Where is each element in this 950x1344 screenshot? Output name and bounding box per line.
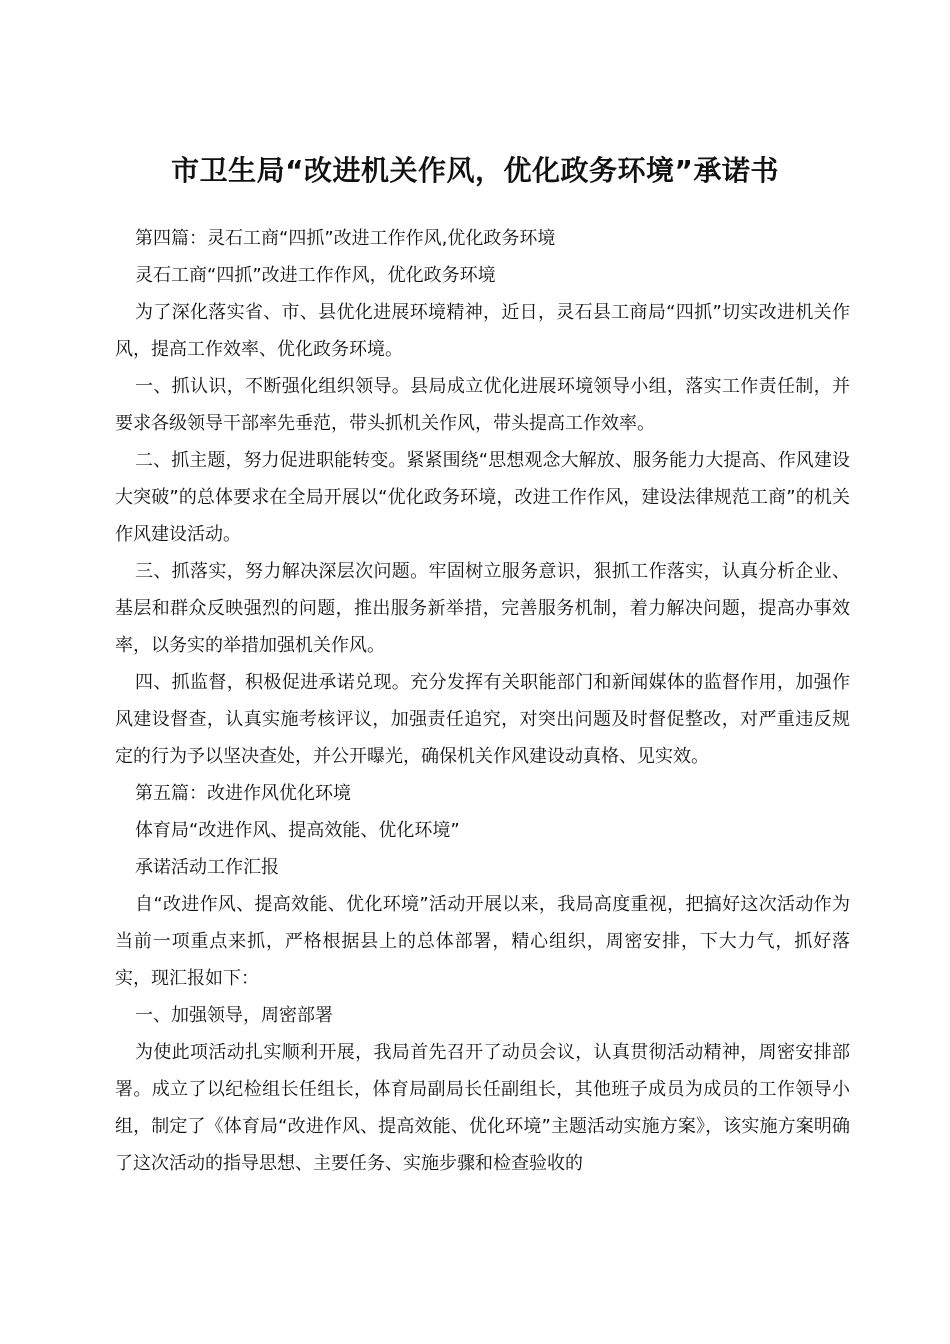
paragraph-10: 承诺活动工作汇报 [135,857,279,878]
paragraph-2: 灵石工商“四抓”改进工作作风，优化政务环境 [135,265,496,286]
paragraph-1: 第四篇：灵石工商“四抓”改进工作作风,优化政务环境 [135,228,556,249]
paragraph-8: 第五篇：改进作风优化环境 [135,783,351,804]
paragraph-7: 四、抓监督，积极促进承诺兑现。充分发挥有关职能部门和新闻媒体的监督作用，加强作风建设督查，认真实施考核评议，加强责任追究，对突出问题及时督促整改，对严重违反规定的行为予以坚决查处，并公开曝光，确保机关作风建设动真格、见实效。 [115,672,850,767]
paragraph-5: 二、抓主题，努力促进职能转变。紧紧围绕“思想观念大解放、服务能力大提高、作风建设大突破”的总体要求在全局开展以“优化政务环境，改进工作作风，建设法律规范工商”的机关作风建设活动。 [115,450,850,545]
paragraph-12: 一、加强领导，周密部署 [135,1005,333,1026]
paragraph-11: 自“改进作风、提高效能、优化环境”活动开展以来，我局高度重视，把搞好这次活动作为当前一项重点来抓，严格根据县上的总体部署，精心组织，周密安排，下大力气，抓好落实，现汇报如下： [115,894,850,989]
paragraph-3: 为了深化落实省、市、县优化进展环境精神，近日，灵石县工商局“四抓”切实改进机关作风，提高工作效率、优化政务环境。 [115,302,850,360]
paragraph-6: 三、抓落实，努力解决深层次问题。牢固树立服务意识，狠抓工作落实，认真分析企业、基层和群众反映强烈的问题，推出服务新举措，完善服务机制，着力解决问题，提高办事效率，以务实的举措加强机关作风。 [115,561,850,656]
paragraph-13: 为使此项活动扎实顺利开展，我局首先召开了动员会议，认真贯彻活动精神，周密安排部署。成立了以纪检组长任组长，体育局副局长任副组长，其他班子成员为成员的工作领导小组，制定了《体育局“改进作风、提高效能、优化环境”主题活动实施方案》，该实施方案明确了这次活动的指导思想、主要任务、实施步骤和检查验收的 [115,1042,850,1174]
document-title: 市卫生局“改进机关作风，优化政务环境”承诺书 [171,153,779,187]
paragraph-4: 一、抓认识，不断强化组织领导。县局成立优化进展环境领导小组，落实工作责任制，并要求各级领导干部率先垂范，带头抓机关作风，带头提高工作效率。 [115,376,850,434]
document-body [115,220,850,1182]
paragraph-9: 体育局“改进作风、提高效能、优化环境” [135,820,460,841]
